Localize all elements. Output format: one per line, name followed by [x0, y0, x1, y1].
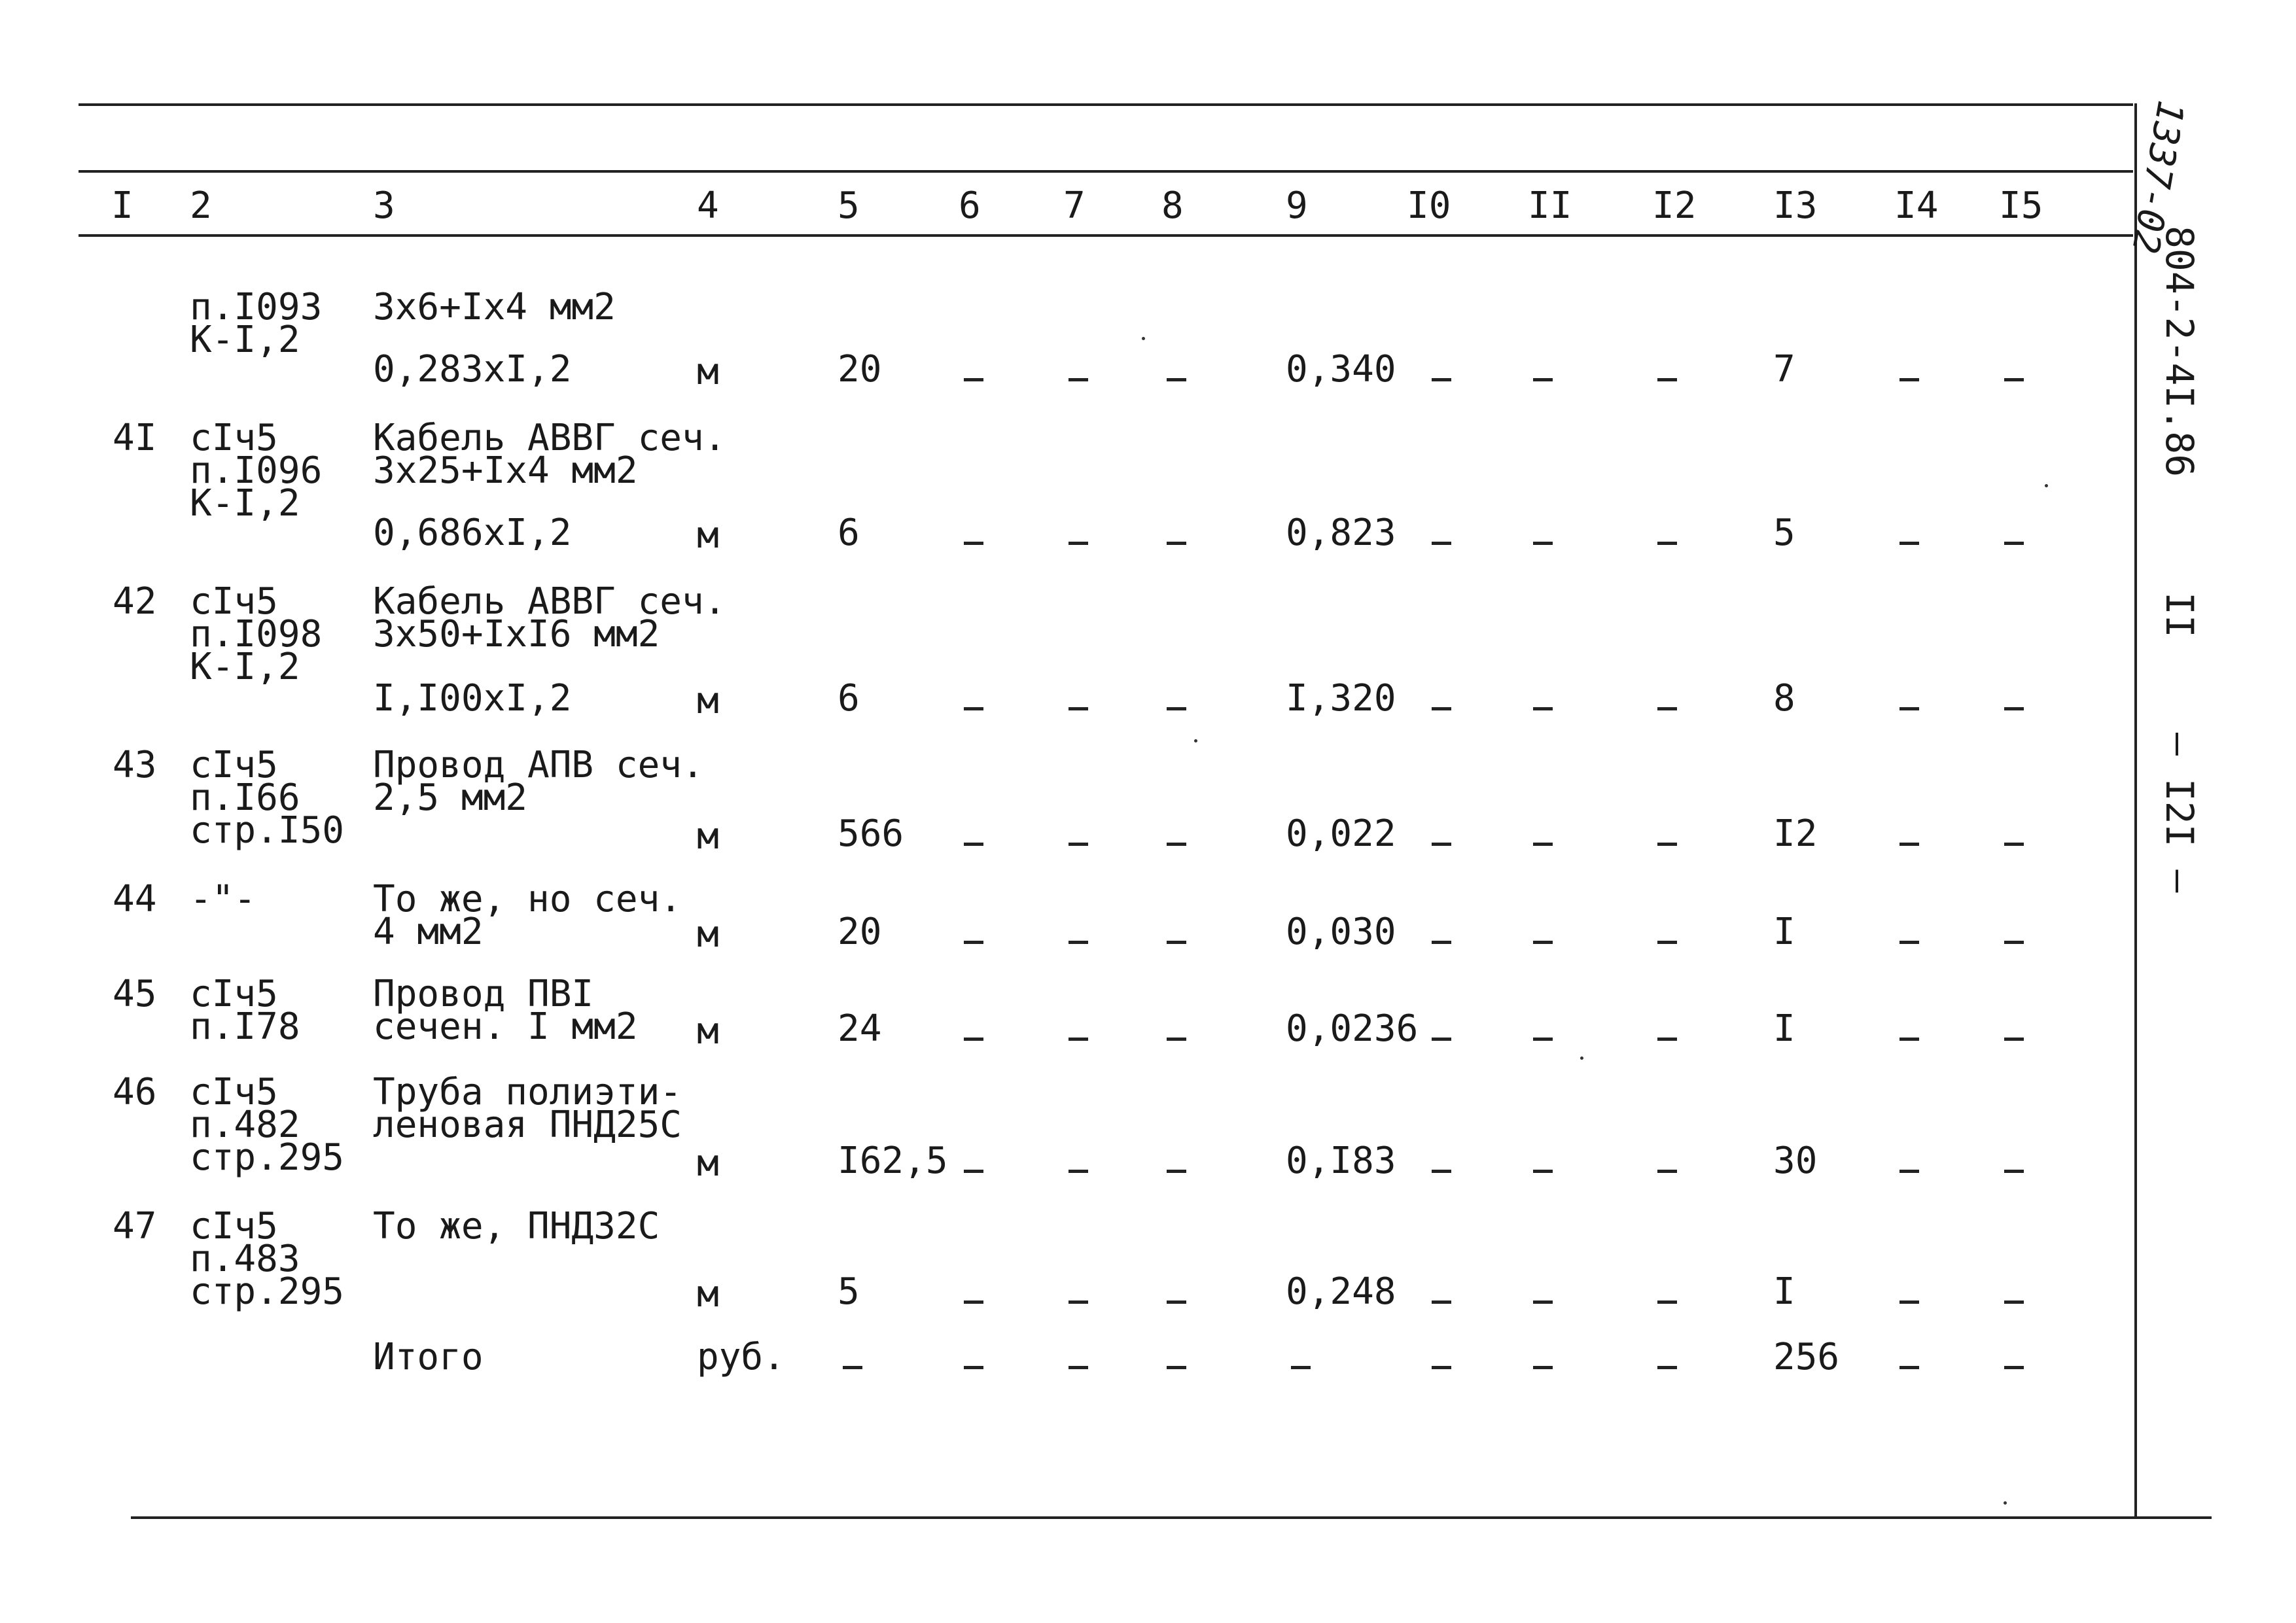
cell-col9: 0,022 — [1286, 812, 1396, 855]
cell-col14 — [1899, 1170, 1919, 1173]
cell-col8 — [1167, 542, 1186, 545]
scan-speck — [1194, 739, 1197, 742]
row-description: Провод АПВ сеч. 2,5 мм2 — [373, 744, 704, 819]
cell-col14 — [1899, 941, 1919, 944]
cell-col10 — [1432, 707, 1451, 710]
total-col11 — [1533, 1366, 1553, 1369]
row-reference: сIч5 п.I78 — [190, 973, 300, 1048]
handwritten-code: 1337-02 — [2123, 97, 2192, 257]
cell-col15 — [2004, 378, 2024, 381]
row-description: Труба полиэти- леновая ПНД25С — [373, 1071, 682, 1146]
cell-col6 — [964, 707, 983, 710]
cell-col12 — [1657, 843, 1677, 846]
total-col9 — [1291, 1366, 1311, 1369]
row-description: 3х6+Iх4 мм2 — [373, 286, 616, 328]
cell-col6 — [964, 1300, 983, 1304]
cell-col14 — [1899, 707, 1919, 710]
cell-col13: 7 — [1773, 348, 1795, 391]
cell-col11 — [1533, 1170, 1553, 1173]
row-number: 44 — [113, 878, 157, 920]
row-description: Кабель АВВГ сеч. 3х50+IхI6 мм2 — [373, 580, 726, 655]
col-header-2: 2 — [190, 184, 212, 227]
cell-col8 — [1167, 1170, 1186, 1173]
col-header-7: 7 — [1063, 184, 1086, 227]
row-calculation: 0,283хI,2 — [373, 348, 572, 391]
row-number: 46 — [113, 1071, 157, 1113]
row-unit: м — [697, 680, 719, 722]
row-reference: сIч5 п.I098 К-I,2 — [190, 580, 323, 688]
col-header-5: 5 — [838, 184, 860, 227]
cell-col6 — [964, 1170, 983, 1173]
cell-col6 — [964, 1038, 983, 1041]
cell-col13: 5 — [1773, 512, 1795, 554]
row-reference: -"- — [190, 878, 256, 920]
total-col6 — [964, 1366, 983, 1369]
row-calculation: I,I00хI,2 — [373, 677, 572, 720]
total-col13: 256 — [1773, 1336, 1840, 1378]
row-description: Кабель АВВГ сеч. 3х25+Iх4 мм2 — [373, 417, 726, 492]
cell-col7 — [1069, 843, 1088, 846]
cell-col9: 0,I83 — [1286, 1140, 1396, 1182]
cell-col10 — [1432, 1300, 1451, 1304]
total-col7 — [1069, 1366, 1088, 1369]
cell-col5: 24 — [838, 1007, 882, 1050]
total-label: Итого — [373, 1336, 484, 1378]
col-header-12: I2 — [1652, 184, 1697, 227]
row-number: 4I — [113, 417, 157, 459]
cell-col13: I2 — [1773, 812, 1818, 855]
row-unit: м — [697, 913, 719, 956]
row-unit: м — [697, 351, 719, 393]
total-col8 — [1167, 1366, 1186, 1369]
cell-col11 — [1533, 1038, 1553, 1041]
row-unit: м — [697, 1273, 719, 1316]
cell-col14 — [1899, 1300, 1919, 1304]
cell-col12 — [1657, 1170, 1677, 1173]
row-calculation: 0,686хI,2 — [373, 512, 572, 554]
cell-col12 — [1657, 542, 1677, 545]
row-reference: п.I093 К-I,2 — [190, 286, 323, 361]
cell-col15 — [2004, 1038, 2024, 1041]
cell-col10 — [1432, 843, 1451, 846]
col-header-3: 3 — [373, 184, 395, 227]
right-border — [2134, 103, 2137, 1516]
header-top-rule — [79, 170, 2133, 173]
row-number: 43 — [113, 744, 157, 786]
col-header-10: I0 — [1407, 184, 1451, 227]
document-code: 804-2-4I.86 — [2157, 226, 2202, 478]
cell-col5: 20 — [838, 911, 882, 953]
cell-col9: 0,030 — [1286, 911, 1396, 953]
col-header-14: I4 — [1894, 184, 1939, 227]
cell-col11 — [1533, 542, 1553, 545]
cell-col12 — [1657, 941, 1677, 944]
cell-col15 — [2004, 941, 2024, 944]
col-header-9: 9 — [1286, 184, 1308, 227]
scan-speck — [2004, 1501, 2007, 1505]
bottom-border — [131, 1516, 2212, 1519]
cell-col11 — [1533, 1300, 1553, 1304]
row-reference: сIч5 п.483 стр.295 — [190, 1205, 345, 1313]
cell-col9: 0,823 — [1286, 512, 1396, 554]
row-number: 45 — [113, 973, 157, 1015]
cell-col8 — [1167, 707, 1186, 710]
cell-col15 — [2004, 1300, 2024, 1304]
cell-col6 — [964, 378, 983, 381]
scan-speck — [2045, 484, 2048, 487]
cell-col6 — [964, 941, 983, 944]
cell-col14 — [1899, 1038, 1919, 1041]
scan-speck — [1580, 1056, 1583, 1060]
col-header-1: I — [111, 184, 133, 227]
row-reference: сIч5 п.482 стр.295 — [190, 1071, 345, 1179]
total-unit: руб. — [697, 1336, 785, 1378]
cell-col7 — [1069, 1038, 1088, 1041]
row-unit: м — [697, 1142, 719, 1185]
cell-col8 — [1167, 1300, 1186, 1304]
top-border — [79, 103, 2133, 106]
total-col10 — [1432, 1366, 1451, 1369]
cell-col7 — [1069, 378, 1088, 381]
cell-col10 — [1432, 1170, 1451, 1173]
cell-col7 — [1069, 1170, 1088, 1173]
total-col12 — [1657, 1366, 1677, 1369]
total-col15 — [2004, 1366, 2024, 1369]
cell-col9: 0,0236 — [1286, 1007, 1419, 1050]
cell-col11 — [1533, 378, 1553, 381]
cell-col15 — [2004, 1170, 2024, 1173]
cell-col13: 30 — [1773, 1140, 1818, 1182]
cell-col8 — [1167, 843, 1186, 846]
cell-col13: I — [1773, 1007, 1795, 1050]
total-col14 — [1899, 1366, 1919, 1369]
cell-col10 — [1432, 378, 1451, 381]
total-col5 — [843, 1366, 862, 1369]
row-reference: сIч5 п.I66 стр.I50 — [190, 744, 345, 852]
cell-col12 — [1657, 1038, 1677, 1041]
cell-col12 — [1657, 378, 1677, 381]
cell-col8 — [1167, 941, 1186, 944]
row-reference: сIч5 п.I096 К-I,2 — [190, 417, 323, 525]
col-header-6: 6 — [959, 184, 981, 227]
cell-col14 — [1899, 843, 1919, 846]
sheet-label: II — [2157, 592, 2202, 638]
cell-col5: 20 — [838, 348, 882, 391]
cell-col5: 566 — [838, 812, 904, 855]
cell-col5: 5 — [838, 1270, 860, 1313]
cell-col8 — [1167, 378, 1186, 381]
cell-col12 — [1657, 707, 1677, 710]
col-header-13: I3 — [1773, 184, 1818, 227]
cell-col7 — [1069, 542, 1088, 545]
cell-col13: 8 — [1773, 677, 1795, 720]
cell-col15 — [2004, 843, 2024, 846]
scan-speck — [1142, 337, 1145, 340]
col-header-8: 8 — [1161, 184, 1184, 227]
cell-col6 — [964, 542, 983, 545]
cell-col13: I — [1773, 911, 1795, 953]
cell-col6 — [964, 843, 983, 846]
page-number: — I2I — — [2157, 733, 2202, 893]
cell-col11 — [1533, 941, 1553, 944]
col-header-11: II — [1528, 184, 1572, 227]
cell-col13: I — [1773, 1270, 1795, 1313]
row-unit: м — [697, 815, 719, 858]
row-number: 47 — [113, 1205, 157, 1248]
row-number: 42 — [113, 580, 157, 623]
cell-col11 — [1533, 843, 1553, 846]
cell-col5: 6 — [838, 512, 860, 554]
cell-col7 — [1069, 707, 1088, 710]
cell-col8 — [1167, 1038, 1186, 1041]
cell-col10 — [1432, 542, 1451, 545]
cell-col12 — [1657, 1300, 1677, 1304]
cell-col11 — [1533, 707, 1553, 710]
row-unit: м — [697, 514, 719, 557]
cell-col9: 0,340 — [1286, 348, 1396, 391]
cell-col10 — [1432, 941, 1451, 944]
cell-col14 — [1899, 542, 1919, 545]
row-description: Провод ПВI сечен. I мм2 — [373, 973, 638, 1048]
col-header-4: 4 — [697, 184, 719, 227]
row-description: То же, ПНД32С — [373, 1205, 660, 1248]
cell-col7 — [1069, 941, 1088, 944]
cell-col5: I62,5 — [838, 1140, 948, 1182]
col-header-15: I5 — [1999, 184, 2043, 227]
cell-col9: 0,248 — [1286, 1270, 1396, 1313]
cell-col15 — [2004, 707, 2024, 710]
cell-col14 — [1899, 378, 1919, 381]
cell-col7 — [1069, 1300, 1088, 1304]
row-unit: м — [697, 1010, 719, 1053]
cell-col15 — [2004, 542, 2024, 545]
cell-col9: I,320 — [1286, 677, 1396, 720]
cell-col10 — [1432, 1038, 1451, 1041]
header-bottom-rule — [79, 234, 2133, 237]
cell-col5: 6 — [838, 677, 860, 720]
row-description: То же, но сеч. 4 мм2 — [373, 878, 682, 953]
